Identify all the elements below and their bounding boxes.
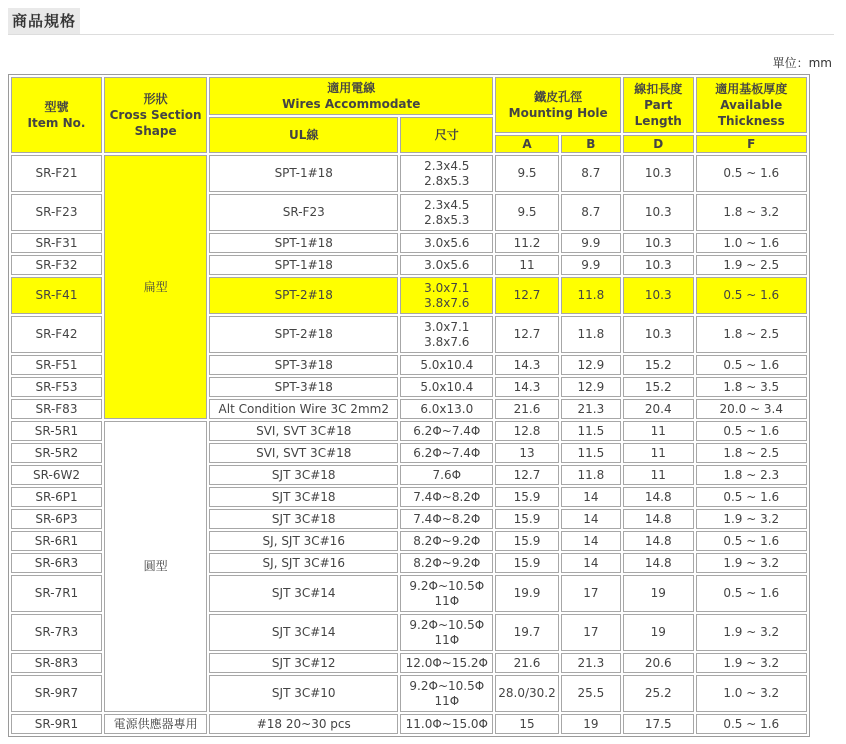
col-a-cell: 14.3 (495, 355, 558, 375)
item-no[interactable]: SR-7R3 (11, 614, 102, 651)
col-d-cell: 11 (623, 443, 694, 463)
col-b-cell: 17 (561, 575, 621, 612)
ul-cell: #18 20~30 pcs (209, 714, 398, 734)
item-no[interactable]: SR-9R7 (11, 675, 102, 712)
col-f-cell: 1.9 ~ 2.5 (696, 255, 807, 275)
size-cell: 6.2Φ~7.4Φ (400, 443, 493, 463)
ul-cell: SR-F23 (209, 194, 398, 231)
ul-cell: SJT 3C#12 (209, 653, 398, 673)
item-no[interactable]: SR-5R1 (11, 421, 102, 441)
col-a-cell: 19.7 (495, 614, 558, 651)
header-item-no: 型號 Item No. (11, 77, 102, 153)
size-cell: 5.0x10.4 (400, 377, 493, 397)
ul-cell: SPT-3#18 (209, 355, 398, 375)
header-shape: 形狀 Cross Section Shape (104, 77, 207, 153)
item-no[interactable]: SR-6P1 (11, 487, 102, 507)
header-col-f: F (696, 135, 807, 153)
size-cell: 9.2Φ~10.5Φ 11Φ (400, 675, 493, 712)
header-col-b: B (561, 135, 621, 153)
col-b-cell: 14 (561, 553, 621, 573)
size-cell: 3.0x7.1 3.8x7.6 (400, 277, 493, 314)
col-b-cell: 12.9 (561, 355, 621, 375)
col-a-cell: 15.9 (495, 531, 558, 551)
table-row (11, 155, 807, 192)
ul-cell: Alt Condition Wire 3C 2mm2 (209, 399, 398, 419)
ul-cell: SPT-1#18 (209, 233, 398, 253)
col-d-cell: 25.2 (623, 675, 694, 712)
col-a-cell: 19.9 (495, 575, 558, 612)
item-no[interactable]: SR-F31 (11, 233, 102, 253)
ul-cell: SPT-3#18 (209, 377, 398, 397)
col-d-cell: 10.3 (623, 194, 694, 231)
size-cell: 9.2Φ~10.5Φ 11Φ (400, 614, 493, 651)
size-cell: 8.2Φ~9.2Φ (400, 553, 493, 573)
col-f-cell: 1.8 ~ 3.2 (696, 194, 807, 231)
header-thickness: 適用基板厚度 Available Thickness (696, 77, 807, 133)
header-size: 尺寸 (400, 117, 493, 153)
item-no[interactable]: SR-F32 (11, 255, 102, 275)
col-f-cell: 0.5 ~ 1.6 (696, 487, 807, 507)
item-no[interactable]: SR-F23 (11, 194, 102, 231)
col-b-cell: 14 (561, 531, 621, 551)
ul-cell: SPT-1#18 (209, 255, 398, 275)
col-f-cell: 0.5 ~ 1.6 (696, 531, 807, 551)
size-cell: 12.0Φ~15.2Φ (400, 653, 493, 673)
item-no[interactable]: SR-8R3 (11, 653, 102, 673)
spec-table (8, 74, 810, 737)
col-d-cell: 20.6 (623, 653, 694, 673)
col-d-cell: 14.8 (623, 509, 694, 529)
size-cell: 2.3x4.5 2.8x5.3 (400, 155, 493, 192)
col-d-cell: 10.3 (623, 316, 694, 353)
item-no[interactable]: SR-F41 (11, 277, 102, 314)
col-a-cell: 9.5 (495, 194, 558, 231)
col-b-cell: 9.9 (561, 233, 621, 253)
item-no[interactable]: SR-6R3 (11, 553, 102, 573)
col-f-cell: 20.0 ~ 3.4 (696, 399, 807, 419)
item-no[interactable]: SR-F83 (11, 399, 102, 419)
item-no[interactable]: SR-F53 (11, 377, 102, 397)
col-a-cell: 12.8 (495, 421, 558, 441)
col-f-cell: 0.5 ~ 1.6 (696, 575, 807, 612)
ul-cell: SPT-1#18 (209, 155, 398, 192)
col-b-cell: 19 (561, 714, 621, 734)
col-f-cell: 1.9 ~ 3.2 (696, 553, 807, 573)
col-f-cell: 0.5 ~ 1.6 (696, 277, 807, 314)
col-a-cell: 21.6 (495, 399, 558, 419)
size-cell: 9.2Φ~10.5Φ 11Φ (400, 575, 493, 612)
ul-cell: SJT 3C#18 (209, 509, 398, 529)
size-cell: 3.0x7.1 3.8x7.6 (400, 316, 493, 353)
col-b-cell: 14 (561, 509, 621, 529)
col-d-cell: 11 (623, 421, 694, 441)
col-f-cell: 1.8 ~ 3.5 (696, 377, 807, 397)
size-cell: 6.0x13.0 (400, 399, 493, 419)
col-a-cell: 15 (495, 714, 558, 734)
col-a-cell: 15.9 (495, 553, 558, 573)
col-b-cell: 8.7 (561, 155, 621, 192)
item-no[interactable]: SR-F21 (11, 155, 102, 192)
size-cell: 2.3x4.5 2.8x5.3 (400, 194, 493, 231)
size-cell: 7.4Φ~8.2Φ (400, 509, 493, 529)
ul-cell: SVI, SVT 3C#18 (209, 443, 398, 463)
col-a-cell: 11 (495, 255, 558, 275)
col-a-cell: 12.7 (495, 316, 558, 353)
col-f-cell: 1.8 ~ 2.5 (696, 443, 807, 463)
ul-cell: SJT 3C#14 (209, 614, 398, 651)
ul-cell: SJT 3C#10 (209, 675, 398, 712)
col-d-cell: 14.8 (623, 553, 694, 573)
size-cell: 3.0x5.6 (400, 255, 493, 275)
col-d-cell: 10.3 (623, 255, 694, 275)
col-b-cell: 11.8 (561, 465, 621, 485)
col-a-cell: 11.2 (495, 233, 558, 253)
col-d-cell: 20.4 (623, 399, 694, 419)
col-f-cell: 1.0 ~ 1.6 (696, 233, 807, 253)
size-cell: 5.0x10.4 (400, 355, 493, 375)
col-a-cell: 28.0/30.2 (495, 675, 558, 712)
item-no[interactable]: SR-5R2 (11, 443, 102, 463)
col-f-cell: 0.5 ~ 1.6 (696, 155, 807, 192)
header-wires: 適用電線 Wires Accommodate (209, 77, 493, 115)
page-title: 商品規格 (8, 8, 80, 34)
col-b-cell: 25.5 (561, 675, 621, 712)
col-b-cell: 8.7 (561, 194, 621, 231)
col-d-cell: 14.8 (623, 487, 694, 507)
ul-cell: SPT-2#18 (209, 316, 398, 353)
col-d-cell: 19 (623, 575, 694, 612)
header-col-a: A (495, 135, 558, 153)
col-d-cell: 10.3 (623, 233, 694, 253)
item-no[interactable]: SR-F42 (11, 316, 102, 353)
size-cell: 8.2Φ~9.2Φ (400, 531, 493, 551)
col-a-cell: 21.6 (495, 653, 558, 673)
col-b-cell: 11.5 (561, 421, 621, 441)
col-d-cell: 15.2 (623, 355, 694, 375)
col-f-cell: 1.9 ~ 3.2 (696, 509, 807, 529)
shape-flat: 扁型 (104, 155, 207, 419)
col-b-cell: 21.3 (561, 653, 621, 673)
ul-cell: SJ, SJT 3C#16 (209, 553, 398, 573)
item-no[interactable]: SR-6R1 (11, 531, 102, 551)
col-b-cell: 11.8 (561, 316, 621, 353)
col-b-cell: 17 (561, 614, 621, 651)
item-no[interactable]: SR-9R1 (11, 714, 102, 734)
unit-label: 單位：mm (772, 56, 832, 70)
col-f-cell: 1.0 ~ 3.2 (696, 675, 807, 712)
size-cell: 7.6Φ (400, 465, 493, 485)
ul-cell: SJT 3C#18 (209, 487, 398, 507)
col-b-cell: 11.5 (561, 443, 621, 463)
ul-cell: SPT-2#18 (209, 277, 398, 314)
table-row (11, 421, 807, 441)
col-a-cell: 15.9 (495, 487, 558, 507)
col-a-cell: 12.7 (495, 277, 558, 314)
ul-cell: SJT 3C#14 (209, 575, 398, 612)
col-f-cell: 1.8 ~ 2.3 (696, 465, 807, 485)
col-d-cell: 19 (623, 614, 694, 651)
ul-cell: SJ, SJT 3C#16 (209, 531, 398, 551)
col-d-cell: 10.3 (623, 155, 694, 192)
shape-round: 圓型 (104, 421, 207, 712)
header-ul: UL線 (209, 117, 398, 153)
size-cell: 6.2Φ~7.4Φ (400, 421, 493, 441)
col-a-cell: 12.7 (495, 465, 558, 485)
col-d-cell: 15.2 (623, 377, 694, 397)
ul-cell: SJT 3C#18 (209, 465, 398, 485)
item-no[interactable]: SR-6W2 (11, 465, 102, 485)
item-no[interactable]: SR-7R1 (11, 575, 102, 612)
size-cell: 11.0Φ~15.0Φ (400, 714, 493, 734)
header-col-d: D (623, 135, 694, 153)
col-a-cell: 13 (495, 443, 558, 463)
size-cell: 3.0x5.6 (400, 233, 493, 253)
ul-cell: SVI, SVT 3C#18 (209, 421, 398, 441)
section-header (8, 8, 834, 35)
col-d-cell: 14.8 (623, 531, 694, 551)
table-row (11, 714, 807, 734)
col-b-cell: 12.9 (561, 377, 621, 397)
col-f-cell: 0.5 ~ 1.6 (696, 355, 807, 375)
col-a-cell: 15.9 (495, 509, 558, 529)
col-b-cell: 11.8 (561, 277, 621, 314)
size-cell: 7.4Φ~8.2Φ (400, 487, 493, 507)
header-part-length: 線扣長度 Part Length (623, 77, 694, 133)
col-b-cell: 21.3 (561, 399, 621, 419)
col-f-cell: 0.5 ~ 1.6 (696, 714, 807, 734)
col-b-cell: 14 (561, 487, 621, 507)
col-d-cell: 11 (623, 465, 694, 485)
col-f-cell: 1.9 ~ 3.2 (696, 653, 807, 673)
col-a-cell: 9.5 (495, 155, 558, 192)
item-no[interactable]: SR-6P3 (11, 509, 102, 529)
col-b-cell: 9.9 (561, 255, 621, 275)
item-no[interactable]: SR-F51 (11, 355, 102, 375)
col-d-cell: 10.3 (623, 277, 694, 314)
col-a-cell: 14.3 (495, 377, 558, 397)
col-f-cell: 1.9 ~ 3.2 (696, 614, 807, 651)
header-mounting-hole: 鐵皮孔徑 Mounting Hole (495, 77, 621, 133)
col-f-cell: 0.5 ~ 1.6 (696, 421, 807, 441)
shape-psu: 電源供應器專用 (104, 714, 207, 734)
col-f-cell: 1.8 ~ 2.5 (696, 316, 807, 353)
col-d-cell: 17.5 (623, 714, 694, 734)
